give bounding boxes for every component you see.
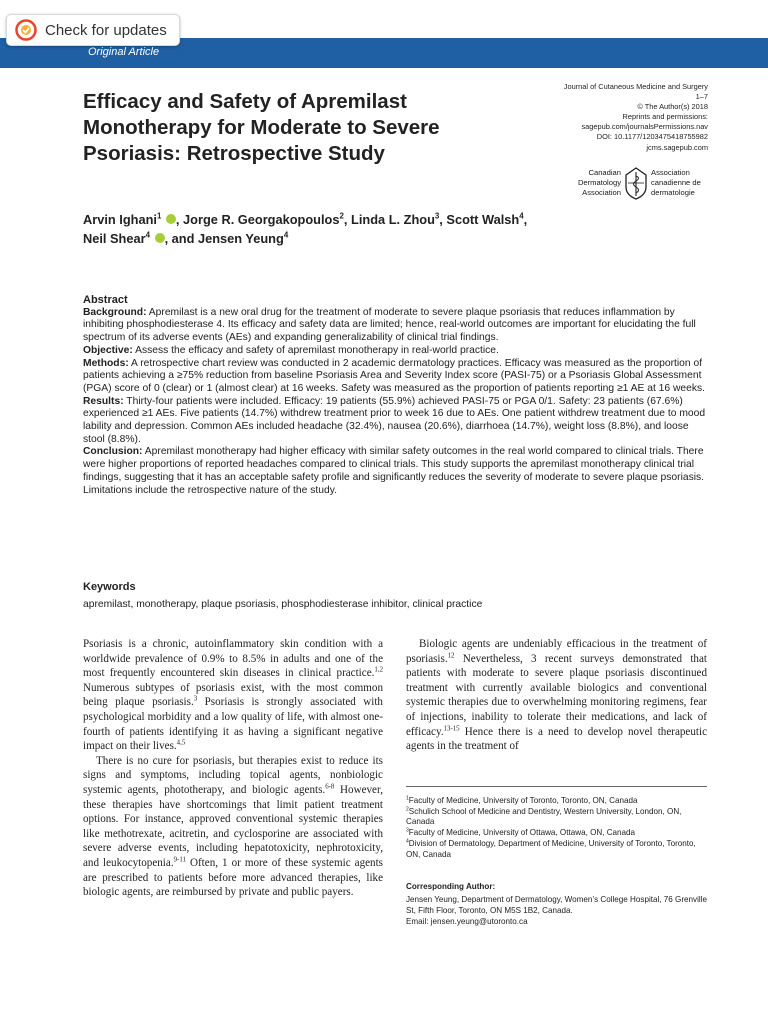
body-column-right [406,637,707,754]
body-text: Hence there is a need to develop novel therapeutic agents in the treatment of [406,725,707,753]
abstract-methods [83,358,708,396]
body-column-left [83,637,383,900]
logo-fr-line: dermatologie [651,188,695,197]
body-text: There is no cure for psoriasis, but therapies exist to reduce its signs and symptoms, including topical agents, nonbiologic systemic agents, phototherapy, and biologic agents. [83,754,383,796]
author-affiliation-marker: 4 [145,230,150,240]
abstract-text: Thirty-four patients were included. Efficacy: 19 patients (55.9%) achieved PASI-75 or PGA 0/1. Safety: 23 patients (67.6%) experienced ≥1 AEs. Five patients (14.7%) withdrew treatment prior to week 16 due to AEs. One patient withdrew treatment due to mood lability and depression. Common AEs included headache (32.4%), nausea (20.6%), diarrhoea (14.7%), weight loss (8.8%), and loose stool (8.8%). [83,395,706,445]
journal-site-link[interactable]: jcms.sagepub.com [646,142,708,152]
affiliation-item [406,839,707,860]
affiliations [406,796,707,860]
body-text: Often, 1 or more of these systemic agents are prescribed to patients before more advanced therapies, like biologic agents, are reimbursed by private and public payers. [83,856,383,899]
abstract-background [83,307,708,345]
body-text: Psoriasis is strongly associated with psychological morbidity and a low quality of life, with almost one-fourth of patients identifying it as having a significant negative impact on their lives. [83,696,383,753]
corresponding-email[interactable]: Email: jensen.yeung@utoronto.ca [406,917,528,927]
author-name: Linda L. Zhou [351,212,435,227]
abstract-label: Conclusion: [83,446,143,458]
journal-permissions-link[interactable]: sagepub.com/journalsPermissions.nav [581,122,708,132]
affiliation-number: 4 [406,838,409,845]
abstract-label: Objective: [83,344,133,356]
author-separator: , [439,212,447,227]
affiliation-text: Division of Dermatology, Department of Medicine, University of Toronto, Toronto, ON, Canada [406,838,696,859]
journal-info [488,82,708,153]
body-text: Numerous subtypes of psoriasis exist, with the most common being plaque psoriasis. [83,681,383,709]
author-name: Arvin Ighani [83,212,157,227]
body-text: Nevertheless, 3 recent surveys demonstrated that patients with moderate to severe plaque psoriasis discontinued treatment with currently available biologics and conventional systemic therapies due to overwhelming monitoring regimens, fear of injections, inability to tolerate their medications, and lack of efficacy. [406,652,707,738]
citation-marker[interactable]: 4,5 [176,739,186,747]
citation-marker[interactable]: 1,2 [374,666,383,674]
affiliation-item [406,828,707,839]
affiliation-number: 3 [406,827,409,834]
body-paragraph [83,754,383,900]
logo-text-english [563,168,621,198]
body-paragraph [406,637,707,754]
journal-pages: 1–7 [695,92,708,102]
logo-en-line: Association [582,188,621,197]
author-affiliation-marker: 3 [434,211,440,221]
author-affiliation-marker: 2 [339,211,344,221]
logo-en-line: Canadian [588,168,621,177]
author-list [83,211,553,248]
abstract-text: Assess the efficacy and safety of apremilast monotherapy in real-world practice. [132,344,499,356]
logo-fr-line: Association [651,168,690,177]
orcid-icon[interactable] [166,214,176,224]
citation-marker[interactable]: 9-11 [173,856,186,864]
article-title: Efficacy and Safety of Apremilast Monotherapy for Moderate to Severe Psoriasis: Retrospective Study [83,90,440,165]
citation-marker[interactable]: 3 [193,695,198,703]
affiliation-text: Faculty of Medicine, University of Toronto, Toronto, ON, Canada [408,796,638,805]
keywords-text: apremilast, monotherapy, plaque psoriasis, phosphodiesterase inhibitor, clinical practice [83,599,483,610]
journal-reprints: Reprints and permissions: [622,112,708,122]
body-paragraph [83,637,383,754]
abstract [83,294,708,497]
abstract-results [83,396,708,447]
author-separator: , [523,212,528,227]
abstract-label: Background: [83,306,147,318]
corresponding-address: Jensen Yeung, Department of Dermatology, Women’s College Hospital, 76 Grenville St, Fifth Floor, Toronto, ON M5S 1B2, Canada. [406,895,707,916]
author-name: Neil Shear [83,230,146,246]
author-name: Jorge R. Georgakopoulos [183,212,340,227]
citation-marker[interactable]: 6-8 [325,783,335,791]
logo-en-line: Dermatology [577,178,621,187]
abstract-heading: Abstract [83,294,128,306]
author-separator: , [175,212,184,227]
logo-text-french [651,168,715,198]
abstract-text: Apremilast is a new oral drug for the treatment of moderate to severe plaque psoriasis that reduces inflammation by inhibiting phosphodiesterase 4. Its efficacy and safety data are limited; hence, real-world outcomes are important for elucidating the full spectrum of its adverse events (AEs) and expanding generalizability of clinical trial findings. [83,306,696,344]
corresponding-author [406,894,707,927]
journal-doi[interactable]: DOI: 10.1177/1203475418755982 [596,132,708,142]
abstract-text: Apremilast monotherapy had higher efficacy with similar safety outcomes in the real world compared to clinical trials. There were higher proportions of reported headaches compared to clinical trials. This study supports the apremilast monotherapy clinical trial findings, suggesting that it has an acceptable safety profile and significantly reduces the severity of moderate to severe plaque psoriasis. Limitations include the retrospective nature of the study. [83,446,705,496]
affiliation-number: 1 [406,795,409,802]
abstract-text: A retrospective chart review was conducted in 2 academic dermatology practices. Efficacy was measured as the proportion of patients achieving a ≥75% reduction from baseline Psoriasis Area and Severity Index score (PASI-75) or a Psoriasis Global Assessment (PGA) score of 0 (clear) or 1 (almost clear) at 16 weeks. Safety was measured as the proportion of patients reporting ≥1 AE at 16 weeks. [83,357,706,394]
abstract-label: Methods: [83,357,129,369]
author-separator: , and [164,230,198,246]
body-text: However, these therapies have shortcomings that limit patient treatment options. For instance, approved conventional systemic therapies like methotrexate, acitretin, and cyclosporine are associated with severe adverse events, including hepatotoxicity, nephrotoxicity, and leukocytopenia. [83,783,383,869]
abstract-conclusion [83,446,708,497]
body-text: Psoriasis is a chronic, autoinflammatory skin condition with a worldwide prevalence of 0.9% to 8.5% in adults and one of the most frequently encountered skin diseases in clinical practice. [83,638,383,680]
author-affiliation-marker: 4 [283,230,289,240]
abstract-objective [83,345,708,358]
citation-marker[interactable]: 12 [447,651,455,659]
body-text: Biologic agents are undeniably efficacious in the treatment of psoriasis. [406,638,707,665]
cda-emblem-icon [624,167,648,200]
affiliation-number: 2 [406,806,409,813]
affiliation-item [406,807,707,828]
abstract-label: Results: [83,395,124,407]
check-for-updates-label: Check for updates [45,21,167,39]
check-for-updates-button[interactable] [6,14,180,46]
affiliation-text: Schulich School of Medicine and Dentistry, Western University, London, ON, Canada [406,806,682,827]
journal-name: Journal of Cutaneous Medicine and Surgery [563,82,708,91]
author-affiliation-marker: 4 [519,211,524,221]
author-separator: , [343,212,352,227]
logo-fr-line: canadienne de [651,178,701,187]
journal-copyright: © The Author(s) 2018 [637,102,708,112]
check-for-updates-icon [15,19,37,41]
cda-logo [563,165,713,205]
article-type-label: Original Article [88,46,160,58]
keywords-heading: Keywords [83,581,136,593]
affiliation-text: Faculty of Medicine, University of Ottawa, Ottawa, ON, Canada [408,828,636,838]
author-name: Scott Walsh [446,212,520,227]
citation-marker[interactable]: 13-15 [443,724,460,732]
corresponding-author-heading: Corresponding Author: [406,882,496,891]
orcid-icon[interactable] [155,233,165,243]
author-name: Jensen Yeung [197,230,284,246]
affiliation-item [406,796,707,807]
footnote-divider [406,786,707,787]
author-affiliation-marker: 1 [156,211,162,221]
